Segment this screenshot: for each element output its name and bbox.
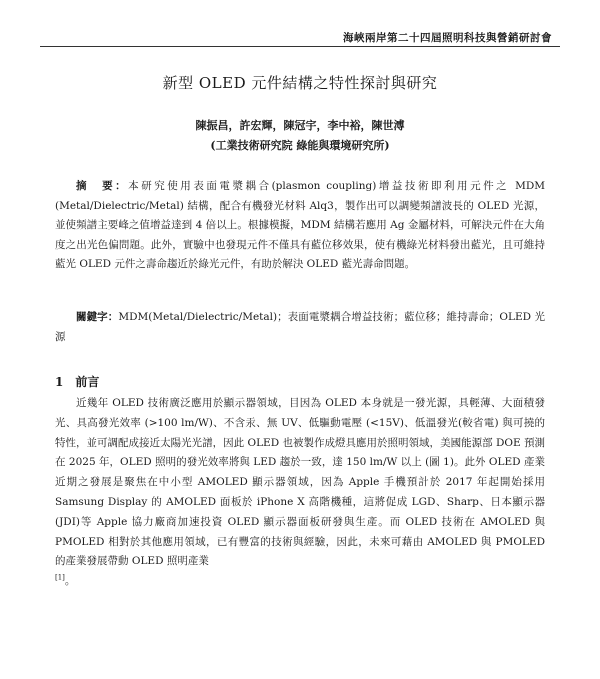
- paper-title: 新型 OLED 元件結構之特性探討與研究: [162, 74, 438, 92]
- header-rule: [40, 46, 560, 47]
- section-number: 1: [55, 375, 64, 389]
- section-body-text: 近幾年 OLED 技術廣泛應用於顯示器領域，目因為 OLED 本身就是一發光源，具輕薄、大面積發光、具高發光效率 (>100 lm/W)、不含汞、無 UV、低驅動電壓 (<15V)、低溫發光(較省電) 與可撓的特性，並可調配成接近太陽光光譜，因此 OLED 也被製作成燈具應用於照明領域，美國能源部 DOE 預測在 2025 年，OLED 照明的發光效率將與 LED 趨於一致，達 150 lm/W 以上 (圖 1)。此外 OLED 產業近期之發展是聚焦在中小型 AMOLED 顯示器領域，因為 Apple 手機預計於 2017 年起開始採用 Samsung Display 的 AMOLED 面板於 iPhone X 高階機種，這將促成 LGD、Sharp、日本顯示器(JDI)等 Apple 協力廠商加速投資 OLED 顯示器面板研發與生產。而 OLED 技術在 AMOLED 與 PMOLED 相對於其他應用領域，已有豐富的技術與經驗，因此，未來可藉由 AMOLED 與 PMOLED 的產業發展帶動 OLED 照明產業: [55, 397, 545, 568]
- authors: 陳振昌，許宏輝，陳冠宇，李中裕，陳世溥: [195, 119, 405, 132]
- section-title: 前言: [75, 375, 100, 389]
- citation-ref[interactable]: [1]: [55, 573, 65, 582]
- abstract-label: 摘 要：: [76, 180, 129, 192]
- section-body: [55, 394, 545, 592]
- abstract: [55, 177, 545, 275]
- section-heading: [55, 373, 99, 390]
- keywords: [55, 308, 545, 347]
- section-end-mark: 。: [64, 575, 76, 588]
- keywords-text: MDM(Metal/Dielectric/Metal)；表面電漿耦合增益技術；藍位移；維持壽命；OLED 光源: [55, 311, 546, 343]
- affiliation: (工業技術研究院 綠能與環境研究所): [210, 139, 390, 152]
- keywords-label: 關鍵字：: [76, 311, 119, 323]
- abstract-text: 本研究使用表面電漿耦合(plasmon coupling)增益技術即利用元件之 MDM (Metal/Dielectric/Metal) 結構，配合有機發光材料 Alq3，製作出可以調變頻譜波長的 OLED 光源，並使頻譜主要峰之值增益達到 4 倍以上。根據模擬，MDM 結構若應用 Ag 金屬材料，可解決元件在大角度之出光色偏問題。此外，實驗中也發現元件不僅具有藍位移效果，使有機綠光材料發出藍光，且可維持藍光 OLED 元件之壽命趨近於綠光元件，有助於解決 OLED 藍光壽命問題。: [55, 180, 545, 271]
- running-head: 海峽兩岸第二十四屆照明科技與營銷研討會: [343, 32, 552, 44]
